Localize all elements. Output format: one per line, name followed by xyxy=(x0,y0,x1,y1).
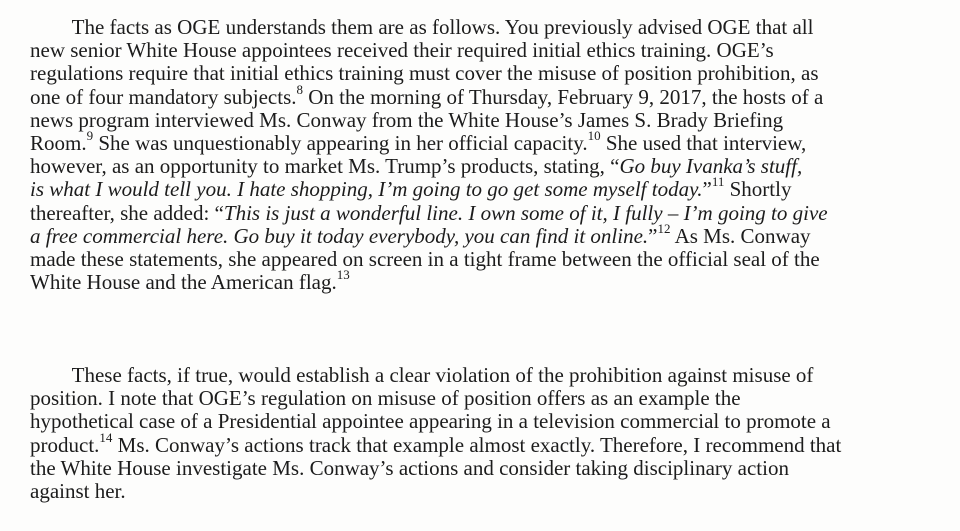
text-line xyxy=(30,155,828,178)
text-line xyxy=(30,62,828,85)
text-run: Room. xyxy=(30,131,87,156)
text-run: She was unquestionably appearing in her official capacity. xyxy=(93,131,588,156)
footnote-marker: 14 xyxy=(99,429,113,445)
text-run: Shortly xyxy=(724,177,792,202)
text-line xyxy=(30,410,841,433)
text-run: The facts as OGE understands them are as follows. You previously advised OGE that all xyxy=(30,15,814,39)
text-run: position. I note that OGE’s regulation on misuse of position offers as an example the xyxy=(30,386,741,411)
paragraph-recommendation xyxy=(30,364,841,503)
text-run: She used that interview, xyxy=(600,131,807,156)
footnote-marker: 8 xyxy=(296,81,304,97)
text-line xyxy=(30,387,841,410)
footnote-marker: 9 xyxy=(86,128,94,144)
text-run: news program interviewed Ms. Conway from the White House’s James S. Brady Briefing xyxy=(30,107,784,132)
text-run: ” xyxy=(648,223,658,248)
footnote-marker: 10 xyxy=(587,128,601,144)
footnote-marker: 11 xyxy=(711,174,725,190)
text-line xyxy=(30,81,828,109)
text-run: made these statements, she appeared on screen in a tight frame between the official seal of the xyxy=(30,247,820,272)
text-line xyxy=(30,267,828,295)
quoted-statement: Go buy Ivanka’s stuff, xyxy=(619,154,803,179)
text-run: hypothetical case of a Presidential appointee appearing in a television commercial to promote a xyxy=(30,409,831,434)
text-line xyxy=(30,220,828,248)
text-run: White House and the American flag. xyxy=(30,270,337,295)
text-run: however, as an opportunity to market Ms. Trump’s products, stating, “ xyxy=(30,154,620,179)
text-line xyxy=(30,174,828,202)
text-run: These facts, if true, would establish a clear violation of the prohibition against misuse of xyxy=(30,363,814,387)
text-run: As Ms. Conway xyxy=(670,223,811,248)
quoted-statement: is what I would tell you. I hate shopping, I’m going to go get some myself today. xyxy=(30,177,703,202)
quoted-statement: a free commercial here. Go buy it today everybody, you can find it online. xyxy=(30,223,649,248)
text-line xyxy=(30,128,828,156)
footnote-marker: 12 xyxy=(657,220,671,236)
text-line xyxy=(30,248,828,271)
text-line xyxy=(30,16,828,39)
text-run: product. xyxy=(30,432,100,457)
text-run: regulations require that initial ethics training must cover the misuse of position prohibition, as xyxy=(30,61,819,86)
paragraph-facts xyxy=(30,16,828,294)
text-line xyxy=(30,39,828,62)
text-line xyxy=(30,457,841,480)
footnote-marker: 13 xyxy=(336,267,350,283)
text-run: Ms. Conway’s actions track that example almost exactly. Therefore, I recommend that xyxy=(112,432,842,457)
text-run: new senior White House appointees received their required initial ethics training. OGE’s xyxy=(30,38,774,63)
text-run: one of four mandatory subjects. xyxy=(30,84,297,109)
text-line xyxy=(30,480,841,503)
text-run: against her. xyxy=(30,479,126,504)
quoted-statement: This is just a wonderful line. I own some of it, I fully – I’m going to give xyxy=(223,200,828,225)
text-run: thereafter, she added: “ xyxy=(30,200,224,225)
text-run: the White House investigate Ms. Conway’s actions and consider taking disciplinary action xyxy=(30,455,789,480)
text-run: On the morning of Thursday, February 9, 2017, the hosts of a xyxy=(303,84,824,109)
text-line xyxy=(30,202,828,225)
text-line xyxy=(30,109,828,132)
text-line xyxy=(30,429,842,457)
text-run: ” xyxy=(702,177,712,202)
text-line xyxy=(30,364,841,387)
